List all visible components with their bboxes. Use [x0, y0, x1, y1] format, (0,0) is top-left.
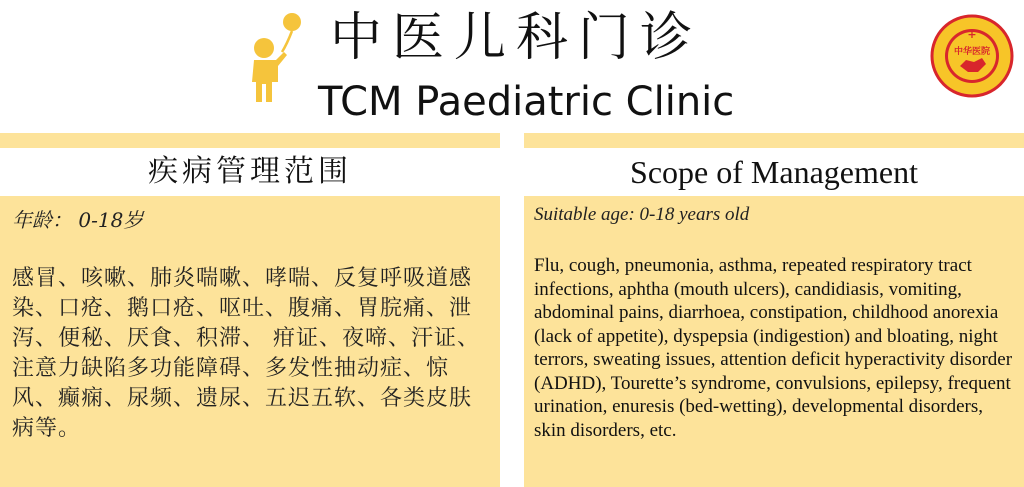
left-panel	[0, 196, 500, 487]
age-range-en: Suitable age: 0-18 years old	[534, 204, 750, 225]
age-range-cn: 年龄： 0-18岁	[12, 208, 144, 232]
page-title-chinese: 中医儿科门诊	[330, 8, 703, 68]
svg-text:+: +	[967, 28, 977, 41]
right-header-band	[524, 133, 1024, 148]
conditions-list-en: Flu, cough, pneumonia, asthma, repeated respiratory tract infections, aphtha (mouth ulcers), candidiasis, vomiting, abdominal pains, diarrhoea, constipation, childhood anorexia (lack of appetite), dyspepsia (indigestion) and bloating, night terrors, sweating issues, attention deficit hyperactivity disorder (ADHD), Tourette’s syndrome, convulsions, epilepsy, frequent urination, enuresis (bed-wetting), developmental disorders, skin disorders, etc.	[534, 255, 1013, 441]
right-panel	[524, 196, 1024, 487]
child-with-balloon-icon	[232, 12, 312, 104]
seal-text-cn: 中华医院	[953, 47, 991, 57]
page-title-english: TCM Paediatric Clinic	[318, 79, 735, 125]
right-panel-title: Scope of Management	[630, 154, 918, 190]
conditions-list-cn: 感冒、咳嗽、肺炎喘嗽、哮喘、反复呼吸道感染、口疮、鹅口疮、呕吐、腹痛、胃脘痛、泄泻、便秘、厌食、积滞、 疳证、夜啼、汗证、注意力缺陷多功能障碍、多发性抽动症、惊风、癫痫、尿频、遗尿、五迟五软、各类皮肤病等。	[12, 266, 480, 441]
left-panel-title: 疾病管理范围	[148, 154, 352, 189]
institution-seal-logo	[930, 14, 1014, 98]
left-header-band	[0, 133, 500, 148]
